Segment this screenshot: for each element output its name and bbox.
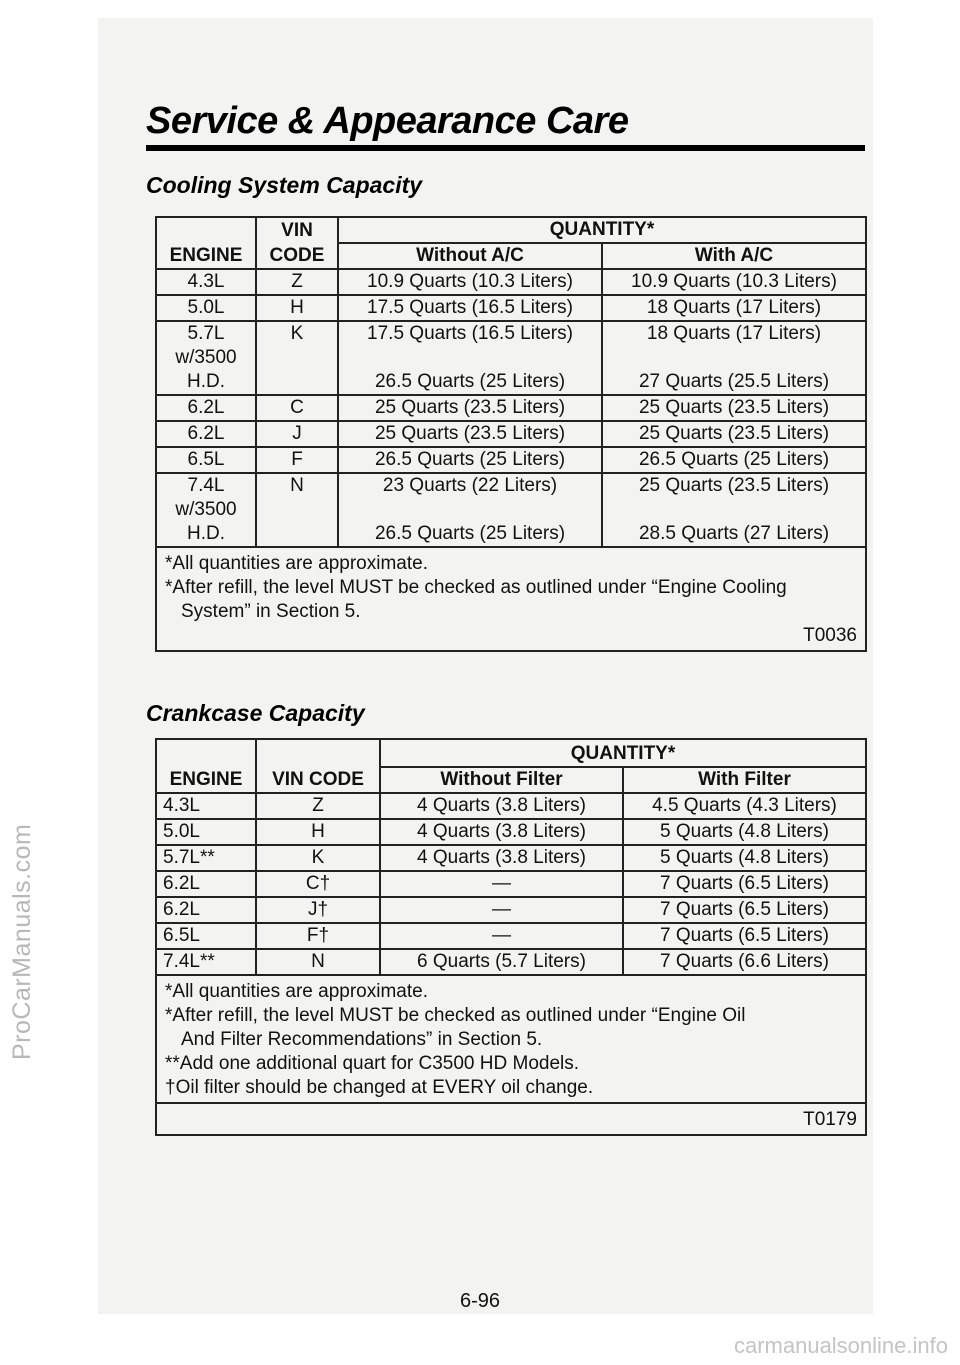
without-ac-cell [338,395,602,421]
table-row [156,949,866,975]
crankcase-heading: Crankcase Capacity [146,700,365,726]
table-row [156,321,866,395]
engine-line: 6.5L [187,449,225,470]
engine-cell: 6.2L [156,871,256,897]
without-filter-cell: — [380,923,623,949]
engine-line: 6.2L [187,397,225,418]
cooling-heading: Cooling System Capacity [146,172,423,198]
engine-line: w/3500 [175,499,237,520]
without-ac-cell [338,295,602,321]
table-row [156,269,866,295]
without-ac-cell [338,321,602,395]
crankcase-capacity-table [155,738,867,1136]
table-row [156,897,866,923]
quantity-line: 25 Quarts (23.5 Liters) [374,397,566,418]
without-ac-cell [338,421,602,447]
with-ac-cell [602,269,866,295]
quantity-line: 28.5 Quarts (27 Liters) [638,523,830,544]
engine-line: 7.4L [187,475,225,496]
quantity-line: 18 Quarts (17 Liters) [646,323,822,344]
engine-cell [156,395,256,421]
crankcase-code-row [156,1103,866,1135]
table-row [156,473,866,547]
with-filter-cell: 7 Quarts (6.5 Liters) [623,871,866,897]
with-filter-cell: 7 Quarts (6.5 Liters) [623,897,866,923]
quantity-line: 25 Quarts (23.5 Liters) [638,475,830,496]
note-approximate: *All quantities are approximate. [165,981,428,1002]
cooling-quantity-header: QUANTITY* [338,217,866,243]
crankcase-vin-header: VIN CODE [256,739,380,793]
with-filter-cell: 4.5 Quarts (4.3 Liters) [623,793,866,819]
with-ac-cell [602,473,866,547]
vin-code-cell: J [256,421,338,447]
table-row [156,819,866,845]
vin-code-cell: Z [256,269,338,295]
engine-line: 4.3L [187,271,225,292]
engine-cell [156,321,256,395]
with-ac-cell [602,421,866,447]
vin-code-cell: F† [256,923,380,949]
with-ac-cell [602,321,866,395]
quantity-line: 26.5 Quarts (25 Liters) [374,449,566,470]
engine-line: 5.0L [187,297,225,318]
quantity-line [345,498,595,522]
cooling-header-row-1 [156,217,866,243]
vin-code-cell: C [256,395,338,421]
table-row [156,295,866,321]
vin-code-cell: N [256,473,338,547]
quantity-line: 25 Quarts (23.5 Liters) [638,423,830,444]
engine-line: 5.7L [187,323,225,344]
engine-cell: 5.0L [156,819,256,845]
quantity-line [609,498,859,522]
without-filter-cell: — [380,871,623,897]
note-refill: *After refill, the level MUST be checked as outlined under “Engine Cooling [165,577,787,598]
quantity-line: 25 Quarts (23.5 Liters) [374,423,566,444]
engine-cell [156,447,256,473]
quantity-line [609,346,859,370]
vin-code-cell: K [256,321,338,395]
note-c3500: **Add one additional quart for C3500 HD Models. [165,1053,580,1074]
note-refill: *After refill, the level MUST be checked as outlined under “Engine Oil [165,1005,746,1026]
quantity-line: 26.5 Quarts (25 Liters) [374,523,566,544]
quantity-line: 26.5 Quarts (25 Liters) [374,371,566,392]
engine-cell [156,295,256,321]
with-filter-cell: 7 Quarts (6.5 Liters) [623,923,866,949]
title-rule [146,145,865,151]
table-row [156,871,866,897]
vin-code-cell: Z [256,793,380,819]
with-ac-cell [602,447,866,473]
page-number: 6-96 [459,1290,501,1312]
table-row [156,421,866,447]
note-refill-cont: And Filter Recommendations” in Section 5. [181,1029,543,1050]
quantity-line: 27 Quarts (25.5 Liters) [638,371,830,392]
vin-code-cell: J† [256,897,380,923]
table-code: T0036 [803,625,857,646]
table-row [156,923,866,949]
with-filter-cell: 5 Quarts (4.8 Liters) [623,845,866,871]
engine-cell: 6.5L [156,923,256,949]
vin-code-cell: N [256,949,380,975]
engine-cell: 6.2L [156,897,256,923]
table-row [156,793,866,819]
bottom-watermark: carmanualsonline.info [733,1333,948,1358]
quantity-line [345,346,595,370]
table-code: T0179 [803,1109,857,1130]
table-row [156,845,866,871]
crankcase-quantity-header: QUANTITY* [380,739,866,767]
crankcase-table-body [156,739,866,1135]
engine-line: 6.2L [187,423,225,444]
table-row [156,447,866,473]
crankcase-notes-row [156,975,866,1103]
engine-cell [156,269,256,295]
cooling-without-ac-header: Without A/C [338,243,602,269]
quantity-line: 10.9 Quarts (10.3 Liters) [631,271,837,292]
quantity-line: 26.5 Quarts (25 Liters) [638,449,830,470]
crankcase-header-row-1 [156,739,866,767]
without-ac-cell [338,447,602,473]
vin-code-cell: K [256,845,380,871]
engine-cell [156,421,256,447]
vin-code-cell: C† [256,871,380,897]
note-refill-cont: System” in Section 5. [181,601,361,622]
quantity-line: 18 Quarts (17 Liters) [646,297,822,318]
without-ac-cell [338,269,602,295]
engine-cell: 5.7L** [156,845,256,871]
with-ac-cell [602,395,866,421]
section-title: Service & Appearance Care [146,100,629,142]
engine-cell [156,473,256,547]
crankcase-notes [156,975,866,1103]
engine-line: w/3500 [175,347,237,368]
vin-code-cell: H [256,295,338,321]
cooling-with-ac-header: With A/C [602,243,866,269]
note-approximate: *All quantities are approximate. [165,553,428,574]
crankcase-with-filter-header: With Filter [623,767,866,793]
cooling-vin-header-bottom: CODE [256,243,338,269]
cooling-table-body [156,217,866,651]
cooling-vin-header-top: VIN [256,217,338,243]
engine-cell: 4.3L [156,793,256,819]
crankcase-code-cell [156,1103,866,1135]
quantity-line: 25 Quarts (23.5 Liters) [638,397,830,418]
cooling-capacity-table [155,216,867,652]
cooling-notes [156,547,866,651]
cooling-header-row-2 [156,243,866,269]
engine-line: H.D. [187,371,225,392]
without-filter-cell: 4 Quarts (3.8 Liters) [380,845,623,871]
crankcase-engine-header: ENGINE [156,739,256,793]
with-filter-cell: 7 Quarts (6.6 Liters) [623,949,866,975]
table-row [156,395,866,421]
note-oil-filter: †Oil filter should be changed at EVERY oil change. [165,1077,594,1098]
engine-line: H.D. [187,523,225,544]
without-filter-cell: — [380,897,623,923]
without-ac-cell [338,473,602,547]
quantity-line: 10.9 Quarts (10.3 Liters) [367,271,573,292]
crankcase-without-filter-header: Without Filter [380,767,623,793]
quantity-line: 23 Quarts (22 Liters) [382,475,558,496]
quantity-line: 17.5 Quarts (16.5 Liters) [367,297,573,318]
quantity-line: 17.5 Quarts (16.5 Liters) [367,323,573,344]
without-filter-cell: 4 Quarts (3.8 Liters) [380,793,623,819]
engine-cell: 7.4L** [156,949,256,975]
side-watermark-text: ProCarManuals.com [8,823,36,1060]
vin-code-cell: H [256,819,380,845]
without-filter-cell: 4 Quarts (3.8 Liters) [380,819,623,845]
without-filter-cell: 6 Quarts (5.7 Liters) [380,949,623,975]
with-ac-cell [602,295,866,321]
vin-code-cell: F [256,447,338,473]
cooling-engine-header: ENGINE [156,217,256,269]
with-filter-cell: 5 Quarts (4.8 Liters) [623,819,866,845]
cooling-notes-row [156,547,866,651]
